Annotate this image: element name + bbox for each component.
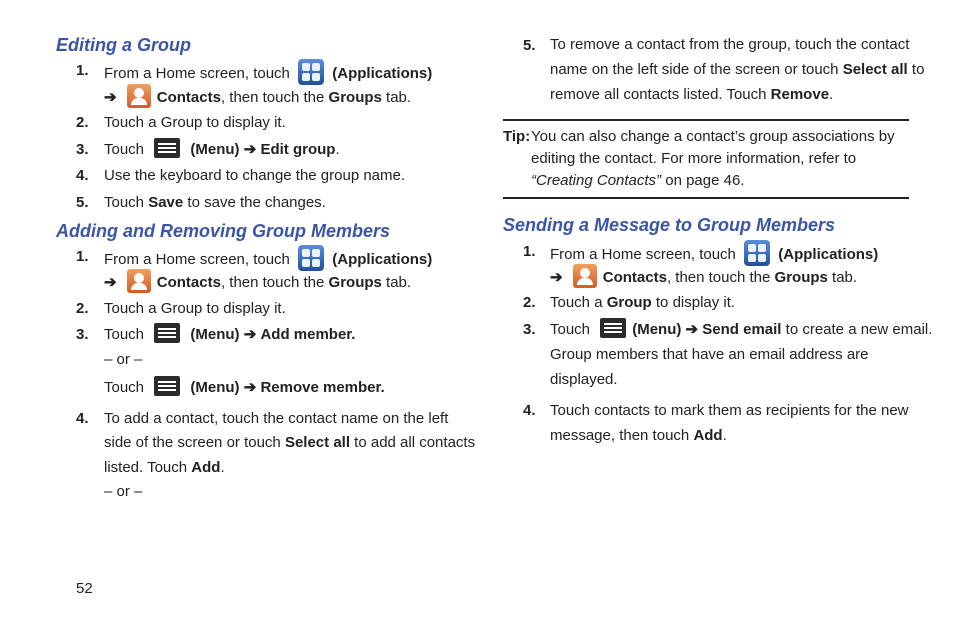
heading-editing-group: Editing a Group	[56, 35, 191, 55]
step-number: 3.	[523, 321, 536, 338]
menu-icon	[600, 318, 626, 338]
step-text-alt: Touch (Menu) ➔ Remove member.	[104, 378, 385, 398]
step-text: From a Home screen, touch (Applications)	[550, 242, 878, 268]
page-number: 52	[76, 580, 93, 597]
tip-text: You can also change a contact’s group associations by	[531, 128, 895, 145]
step-text: Touch a Group to display it.	[104, 114, 286, 131]
step-text: From a Home screen, touch (Applications)	[104, 247, 432, 273]
arrow-icon: ➔	[550, 268, 563, 286]
menu-icon	[154, 138, 180, 158]
menu-icon	[154, 323, 180, 343]
step-text-cont: name on the left side of the screen or touch Select all to	[550, 61, 925, 78]
step-number: 3.	[76, 326, 89, 343]
step-text-cont: listed. Touch Add.	[104, 459, 225, 476]
step-text: From a Home screen, touch (Applications)	[104, 61, 432, 87]
step-text: To remove a contact from the group, touch the contact	[550, 36, 910, 53]
applications-icon	[298, 59, 324, 85]
step-number: 2.	[76, 300, 89, 317]
step-number: 4.	[76, 410, 89, 427]
or-separator: – or –	[104, 483, 143, 500]
contacts-icon	[127, 269, 151, 293]
arrow-icon: ➔	[243, 141, 257, 158]
step-number: 2.	[523, 294, 536, 311]
step-text: Touch a Group to display it.	[550, 294, 736, 311]
step-text: Use the keyboard to change the group name.	[104, 167, 406, 184]
step-number: 4.	[523, 402, 536, 419]
applications-icon	[744, 240, 770, 266]
arrow-icon: ➔	[243, 379, 257, 396]
step-text: Touch contacts to mark them as recipients for the new	[550, 402, 909, 419]
step-number: 4.	[76, 167, 89, 184]
step-number: 3.	[76, 141, 89, 158]
step-text: Touch (Menu) ➔ Edit group.	[104, 140, 340, 160]
step-text-cont: ➔ Contacts, then touch the Groups tab.	[104, 86, 411, 110]
arrow-icon: ➔	[685, 321, 699, 338]
or-separator: – or –	[104, 351, 143, 368]
step-number: 5.	[523, 37, 536, 54]
heading-adding-removing: Adding and Removing Group Members	[56, 221, 391, 241]
step-number: 2.	[76, 114, 89, 131]
step-number: 1.	[76, 62, 89, 79]
arrow-icon: ➔	[104, 273, 117, 291]
menu-icon	[154, 376, 180, 396]
tip-text: “Creating Contacts” on page 46.	[531, 172, 745, 189]
step-text: Touch Save to save the changes.	[104, 194, 326, 211]
tip-link: “Creating Contacts”	[531, 172, 662, 189]
step-text-cont: displayed.	[550, 371, 618, 388]
step-text-cont: remove all contacts listed. Touch Remove.	[550, 86, 834, 103]
tip-label: Tip:	[503, 128, 531, 145]
contacts-icon	[573, 264, 597, 288]
heading-sending-message: Sending a Message to Group Members	[503, 215, 836, 235]
tip-text: editing the contact. For more information, refer to	[531, 150, 857, 167]
step-number: 5.	[76, 194, 89, 211]
contacts-icon	[127, 84, 151, 108]
step-text: Touch (Menu) ➔ Send email to create a new email.	[550, 320, 932, 340]
step-text-cont: ➔ Contacts, then touch the Groups tab.	[104, 271, 411, 295]
step-number: 1.	[523, 243, 536, 260]
step-text-cont: message, then touch Add.	[550, 427, 727, 444]
step-text: Touch (Menu) ➔ Add member.	[104, 325, 355, 345]
step-text-cont: ➔ Contacts, then touch the Groups tab.	[550, 266, 857, 290]
arrow-icon: ➔	[243, 326, 257, 343]
applications-icon	[298, 245, 324, 271]
step-text: To add a contact, touch the contact name on the left	[104, 410, 449, 427]
step-text: Touch a Group to display it.	[104, 300, 286, 317]
arrow-icon: ➔	[104, 88, 117, 106]
step-number: 1.	[76, 248, 89, 265]
tip-top-rule	[503, 119, 909, 121]
step-text-cont: Group members that have an email address are	[550, 346, 869, 363]
tip-bottom-rule	[503, 197, 909, 199]
step-text-cont: side of the screen or touch Select all to add all contacts	[104, 434, 476, 451]
